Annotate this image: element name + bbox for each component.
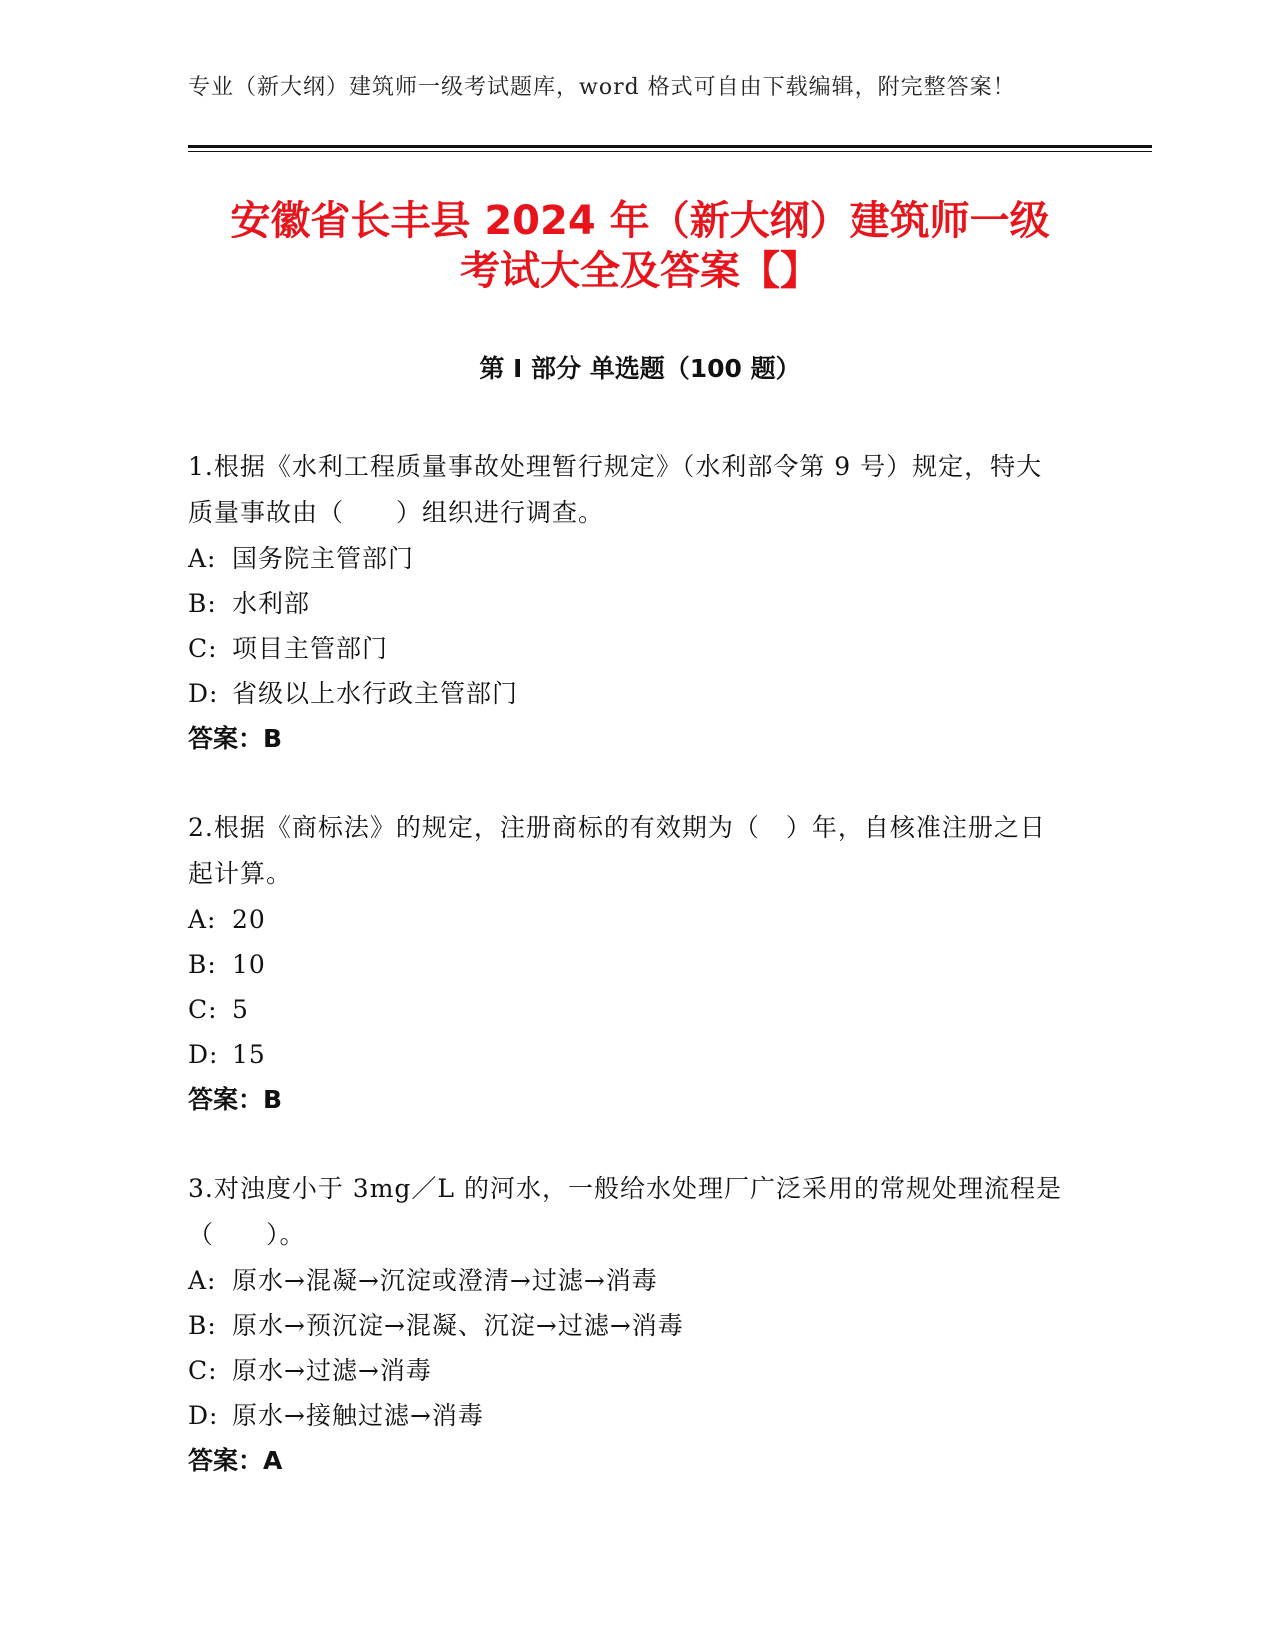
- option-key: A:: [188, 544, 217, 573]
- answer: 答案：B: [188, 1085, 283, 1114]
- option-key: D:: [188, 1401, 219, 1430]
- option-key: C:: [188, 995, 218, 1024]
- header-note: 专业（新大纲）建筑师一级考试题库，word 格式可自由下载编辑，附完整答案！: [188, 75, 1016, 100]
- option-key: B:: [188, 1311, 217, 1340]
- option-key: A:: [188, 1266, 217, 1295]
- option-key: B:: [188, 950, 217, 979]
- option-text: 5: [232, 995, 249, 1024]
- option-text: 15: [232, 1040, 266, 1069]
- answer: 答案：B: [188, 724, 283, 753]
- question-stem: 3.对浊度小于 3mg／L 的河水，一般给水处理厂广泛采用的常规处理流程是（ ）。: [188, 1174, 1062, 1249]
- option-text: 10: [232, 950, 266, 979]
- answer: 答案：A: [188, 1446, 283, 1475]
- option-b: [188, 1303, 1088, 1348]
- option-key: D:: [188, 1040, 219, 1069]
- option-d: [188, 1393, 1088, 1438]
- option-c: [188, 626, 1088, 671]
- question-stem: 2.根据《商标法》的规定，注册商标的有效期为（ ）年，自核准注册之日起计算。: [188, 813, 1046, 888]
- header-rule-thick: [188, 145, 1152, 148]
- option-text: 原水→接触过滤→消毒: [232, 1401, 484, 1430]
- option-key: D:: [188, 679, 219, 708]
- option-key: B:: [188, 589, 217, 618]
- option-text: 省级以上水行政主管部门: [232, 679, 519, 708]
- question-2: [188, 805, 1088, 1122]
- question-1: [188, 444, 1088, 761]
- option-key: C:: [188, 1356, 218, 1385]
- section-title: 第 I 部分 单选题（100 题）: [479, 354, 801, 383]
- option-text: 原水→过滤→消毒: [232, 1356, 432, 1385]
- option-c: [188, 1348, 1088, 1393]
- question-3: [188, 1166, 1088, 1483]
- option-a: [188, 536, 1088, 581]
- option-text: 原水→混凝→沉淀或澄清→过滤→消毒: [232, 1266, 658, 1295]
- option-text: 原水→预沉淀→混凝、沉淀→过滤→消毒: [232, 1311, 684, 1340]
- option-text: 水利部: [232, 589, 311, 618]
- document-title-line-1: 安徽省长丰县 2024 年（新大纲）建筑师一级: [230, 198, 1050, 244]
- option-a: [188, 1258, 1088, 1303]
- option-b: [188, 581, 1088, 626]
- header-rule-thin: [188, 151, 1152, 152]
- option-key: A:: [188, 905, 217, 934]
- option-text: 国务院主管部门: [232, 544, 415, 573]
- document-title: [160, 196, 1120, 296]
- option-text: 项目主管部门: [232, 634, 389, 663]
- option-text: 20: [232, 905, 266, 934]
- document-title-line-2: 考试大全及答案【】: [460, 248, 820, 294]
- question-stem: 1.根据《水利工程质量事故处理暂行规定》（水利部令第 9 号）规定，特大质量事故由（ ）组织进行调查。: [188, 452, 1043, 527]
- option-key: C:: [188, 634, 218, 663]
- option-d: [188, 671, 1088, 716]
- option-c: [188, 987, 1088, 1032]
- question-list: [188, 444, 1088, 1527]
- option-b: [188, 942, 1088, 987]
- option-d: [188, 1032, 1088, 1077]
- option-a: [188, 897, 1088, 942]
